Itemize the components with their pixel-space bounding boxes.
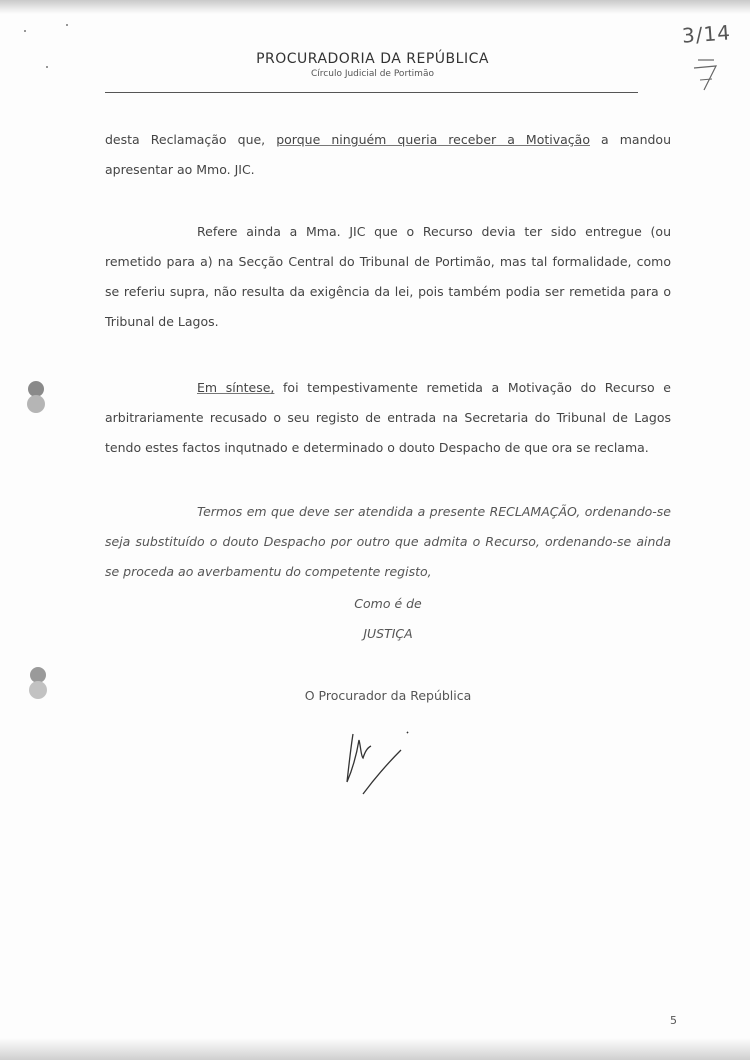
punch-hole-icon <box>27 380 45 414</box>
paragraph-3 <box>105 373 671 463</box>
paragraph-4 <box>105 497 671 587</box>
paragraph-1-underlined: porque ninguém queria receber a Motivação <box>276 132 590 147</box>
letterhead-subtitle: Círculo Judicial de Portimão <box>311 69 434 79</box>
scan-speck <box>46 66 48 68</box>
paragraph-4-text: Termos em que deve ser atendida a presente RECLAMAÇÃO, ordenando-se seja substituído o douto Despacho por outro que admita o Recurso, ordenando-se ainda se proceda ao averbamentu do competente registo, <box>105 504 671 579</box>
scan-speck <box>66 24 68 26</box>
punch-hole-icon <box>29 666 47 700</box>
scan-edge-bottom <box>0 1038 750 1060</box>
handwritten-page-reference <box>682 22 730 94</box>
paragraph-2-text: Refere ainda a Mma. JIC que o Recurso devia ter sido entregue (ou remetido para a) na Secção Central do Tribunal de Portimão, mas tal formalidade, como se referiu supra, não resulta da exigência da lei, pois também podia ser remetida para o Tribunal de Lagos. <box>105 224 671 329</box>
paragraph-2 <box>105 217 671 337</box>
scan-edge-top <box>0 0 750 14</box>
scan-speck <box>24 30 26 32</box>
signature-label: O Procurador da República <box>304 688 472 703</box>
page-reference-text: 3/14 <box>681 20 732 48</box>
paragraph-1 <box>105 125 671 185</box>
letterhead-title: PROCURADORIA DA REPÚBLICA <box>256 51 489 67</box>
letterhead-rule <box>105 92 638 93</box>
paragraph-3-underlined: Em síntese, <box>197 380 275 395</box>
page-number: 5 <box>670 1014 677 1027</box>
letterhead <box>105 50 640 80</box>
closing-line-1: Como é de <box>354 596 422 611</box>
closing-line-2: JUSTIÇA <box>363 626 413 641</box>
paragraph-1-tail: a mandou apresentar ao Mmo. JIC. <box>105 132 671 177</box>
handwritten-signature-icon <box>335 718 415 808</box>
paragraph-3-text: foi tempestivamente remetida a Motivação do Recurso e arbitrariamente recusado o seu registo de entrada na Secretaria do Tribunal de Lagos tendo estes factos inqutnado e determinado o douto Despacho de que ora se reclama. <box>105 380 671 455</box>
paragraph-1-lead: desta Reclamação que, <box>105 132 277 147</box>
handwritten-mark-icon <box>682 22 730 94</box>
